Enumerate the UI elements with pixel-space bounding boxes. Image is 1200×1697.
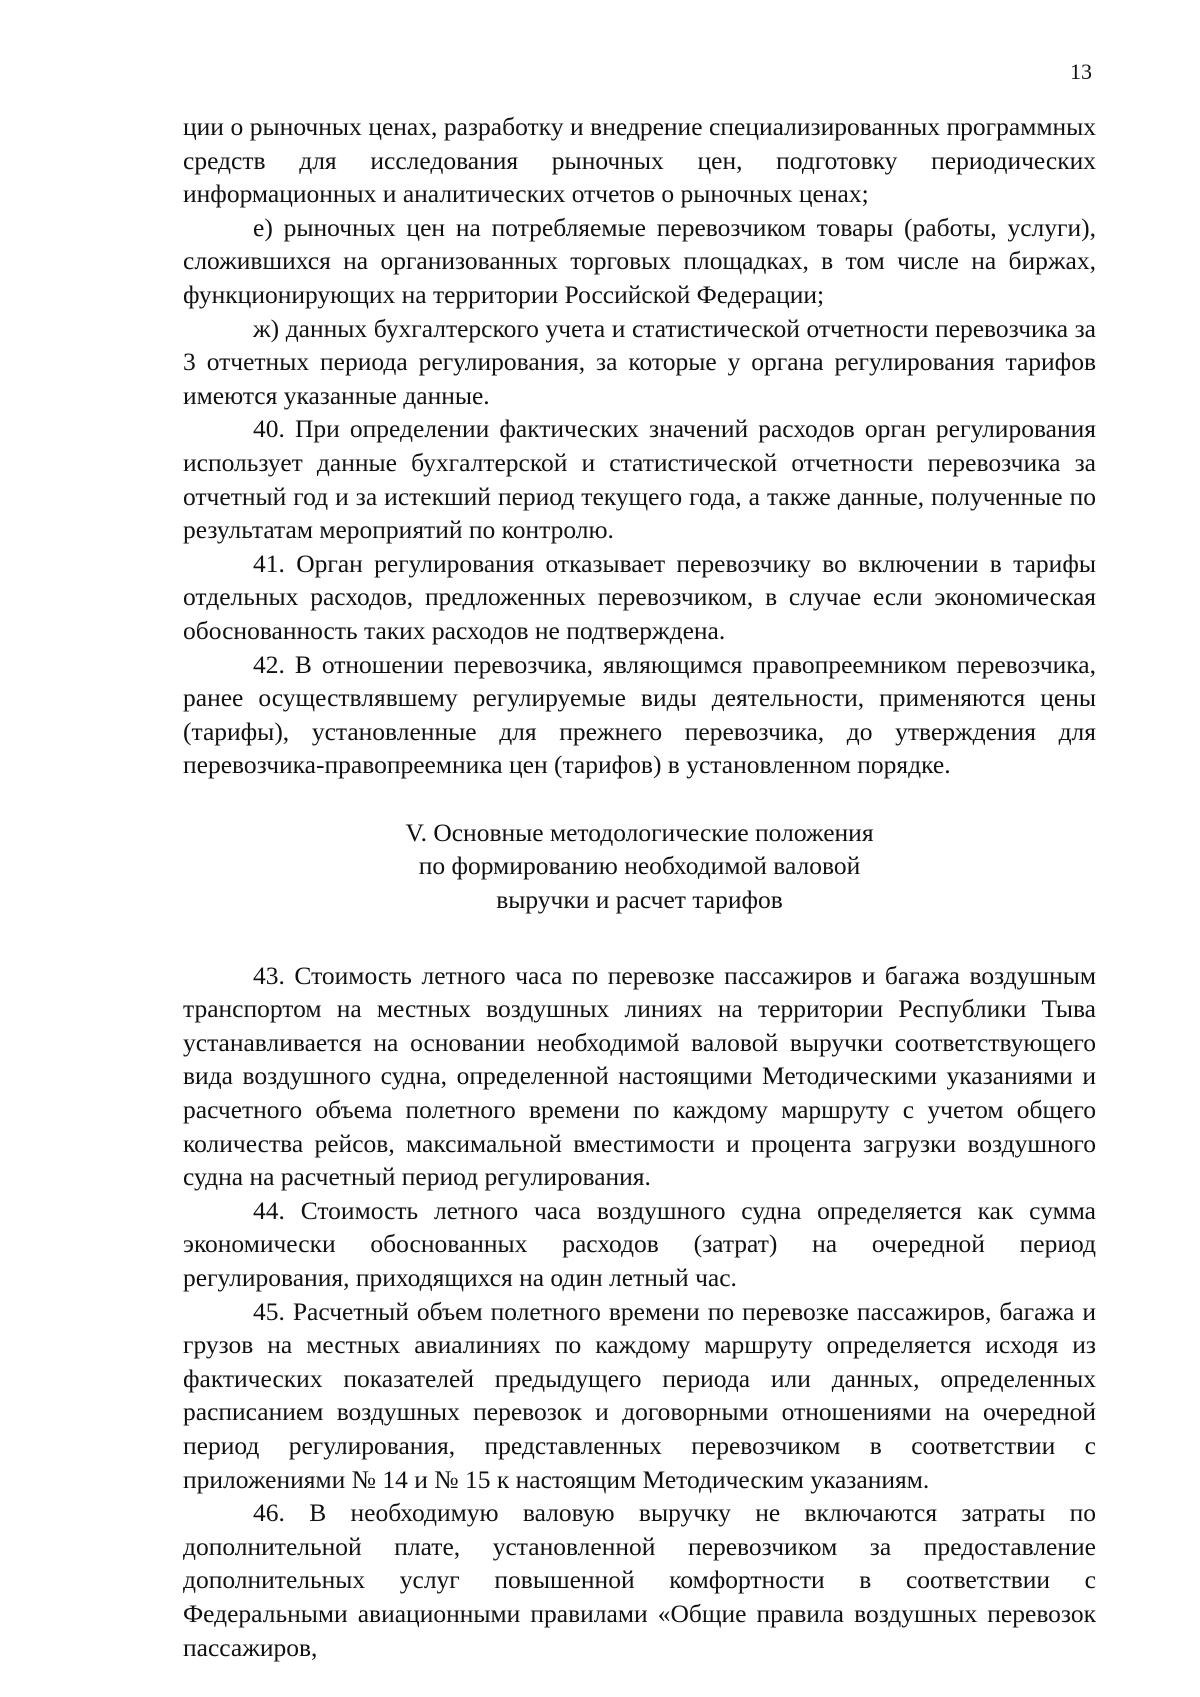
document-body [183,110,1096,1664]
section-heading [183,816,1096,917]
paragraph-continuation: ции о рыночных ценах, разработку и внедрение специализированных программных средств для исследования рыночных цен, подготовку периодических информационных и аналитических отчетов о рыночных ценах; [183,112,1096,209]
paragraph-item-zh: ж) данных бухгалтерского учета и статистической отчетности перевозчика за 3 отчетных периода регулирования, за которые у органа регулирования тарифов имеются указанные данные. [183,313,1096,410]
paragraph-44: 44. Стоимость летного часа воздушного судна определяется как сумма экономически обоснованных расходов (затрат) на очередной период регулирования, приходящихся на один летный час. [183,1195,1096,1292]
section-heading-line: выручки и расчет тарифов [496,885,783,915]
paragraph-43: 43. Стоимость летного часа по перевозке пассажиров и багажа воздушным транспортом на местных воздушных линиях на территории Республики Тыва устанавливается на основании необходимой валовой выручки соответствующего вида воздушного судна, определенной настоящими Методическими указаниями и расчетного объема полетного времени по каждому маршруту с учетом общего количества рейсов, максимальной вместимости и процента загрузки воздушного судна на расчетный период регулирования. [183,960,1096,1192]
section-heading-line: по формированию необходимой валовой [418,851,861,881]
paragraph-item-e: е) рыночных цен на потребляемые перевозчиком товары (работы, услуги), сложившихся на организованных торговых площадках, в том числе на биржах, функционирующих на территории Российской Федерации; [183,212,1096,309]
section-heading-line: V. Основные методологические положения [405,817,874,847]
paragraph-42: 42. В отношении перевозчика, являющимся правопреемником перевозчика, ранее осуществлявшему регулируемые виды деятельности, применяются цены (тарифы), установленные для прежнего перевозчика, до утверждения для перевозчика-правопреемника цен (тарифов) в установленном порядке. [183,649,1096,780]
paragraph-45: 45. Расчетный объем полетного времени по перевозке пассажиров, багажа и грузов на местных авиалиниях по каждому маршруту определяется исходя из фактических показателей предыдущего периода или данных, определенных расписанием воздушных перевозок и договорными отношениями на очередной период регулирования, представленных перевозчиком в соответствии с приложениями № 14 и № 15 к настоящим Методическим указаниям. [183,1296,1096,1494]
paragraph-40: 40. При определении фактических значений расходов орган регулирования использует данные бухгалтерской и статистической отчетности перевозчика за отчетный год и за истекший период текущего года, а также данные, полученные по результатам мероприятий по контролю. [183,414,1096,545]
page-number: 13 [1070,59,1092,84]
paragraph-41: 41. Орган регулирования отказывает перевозчику во включении в тарифы отдельных расходов, предложенных перевозчиком, в случае если экономическая обоснованность таких расходов не подтверждена. [183,548,1096,645]
paragraph-46: 46. В необходимую валовую выручку не включаются затраты по дополнительной плате, установленной перевозчиком за предоставление дополнительных услуг повышенной комфортности в соответствии с Федеральными авиационными правилами «Общие правила воздушных перевозок пассажиров, [183,1498,1096,1662]
